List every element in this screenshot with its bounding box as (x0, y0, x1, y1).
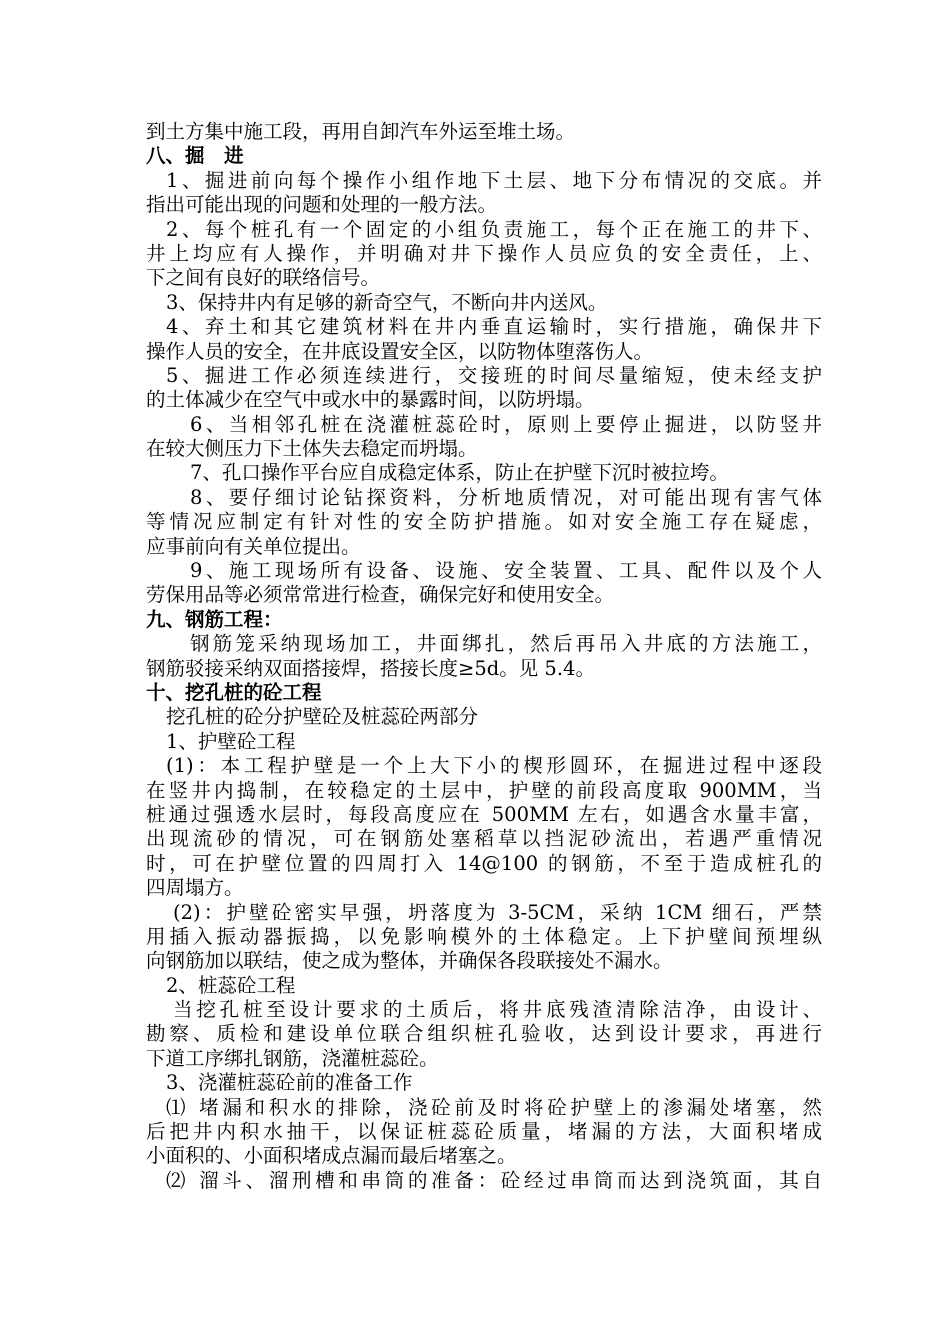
text-line: 当挖孔桩至设计要求的土质后，将井底残渣清除洁净，由设计、 (173, 998, 822, 1022)
text-line: 7、孔口操作平台应自成稳定体系，防止在护壁下沉时被拉垮。 (190, 461, 729, 485)
text-line: 钢筋笼采纳现场加工，井面绑扎，然后再吊入井底的方法施工， (190, 632, 822, 656)
section-heading-9: 九、钢筋工程： (146, 607, 283, 631)
subsection-heading: 3、浇灌桩蕊砼前的准备工作 (166, 1071, 413, 1095)
text-line: 操作人员的安全，在井底设置安全区，以防物体堕落伤人。 (146, 339, 654, 363)
text-line: ⑵ 溜斗、溜刑槽和串筒的准备：砼经过串筒而达到浇筑面，其自 (166, 1168, 822, 1192)
text-line: (1)：本工程护壁是一个上大下小的楔形圆环，在掘进过程中逐段 (166, 754, 822, 778)
subsection-heading: 1、护壁砼工程 (166, 729, 296, 753)
text-line: (2)：护壁砼密实早强，坍落度为 3-5CM，采纳 1CM 细石，严禁 (173, 900, 822, 924)
text-line: 桩通过强透水层时，每段高度应在 500MM 左右，如遇含水量丰富， (146, 802, 822, 826)
text-line: 等情况应制定有针对性的安全防护措施。如对安全施工存在疑虑， (146, 510, 822, 534)
section-heading-10: 十、挖孔桩的砼工程 (146, 680, 322, 704)
text-line: 6、当相邻孔桩在浇灌桩蕊砼时，原则上要停止掘进，以防竖井 (190, 412, 822, 436)
text-line: 2、每个桩孔有一个固定的小组负责施工，每个正在施工的井下、 (166, 217, 822, 241)
text-line: 的土体减少在空气中或水中的暴露时间，以防坍塌。 (146, 388, 595, 412)
text-line: 4、弃土和其它建筑材料在井内垂直运输时，实行措施，确保井下 (166, 315, 822, 339)
section-heading-8: 八、掘 进 (146, 144, 244, 168)
document-body (146, 120, 822, 1193)
text-line: 后把井内积水抽干，以保证桩蕊砼质量，堵漏的方法，大面积堵成 (146, 1120, 822, 1144)
text-line: 钢筋驳接采纳双面搭接焊，搭接长度≥5d。见 5.4。 (146, 656, 595, 680)
text-line: 四周塌方。 (146, 876, 244, 900)
text-line: 用插入振动器振捣，以免影响模外的土体稳定。上下护壁间预埋纵 (146, 924, 822, 948)
text-line: 5、掘进工作必须连续进行，交接班的时间尽量缩短，使未经支护 (166, 363, 822, 387)
text-line: 劳保用品等必须常常进行检查，确保完好和使用安全。 (146, 583, 615, 607)
text-line: 井上均应有人操作，并明确对井下操作人员应负的安全责任，上、 (146, 241, 822, 265)
text-line: 在较大侧压力下土体失去稳定而坍塌。 (146, 437, 478, 461)
text-line: 8、要仔细讨论钻探资料，分析地质情况，对可能出现有害气体 (190, 485, 822, 509)
text-line: 指出可能出现的问题和处理的一般方法。 (146, 193, 498, 217)
text-line: 时，可在护壁位置的四周打入 14@100 的钢筋，不至于造成桩孔的 (146, 851, 822, 875)
text-line: 3、保持井内有足够的新奇空气，不断向井内送风。 (166, 290, 608, 314)
text-line: 出现流砂的情况，可在钢筋处塞稻草以挡泥砂流出，若遇严重情况 (146, 827, 822, 851)
text-line: 勘察、质检和建设单位联合组织桩孔验收，达到设计要求，再进行 (146, 1022, 822, 1046)
text-line: ⑴ 堵漏和积水的排除，浇砼前及时将砼护壁上的渗漏处堵塞，然 (166, 1095, 822, 1119)
text-line: 向钢筋加以联结，使之成为整体，并确保各段联接处不漏水。 (146, 949, 673, 973)
text-line: 下道工序绑扎钢筋，浇灌桩蕊砼。 (146, 1046, 439, 1070)
text-line: 到土方集中施工段，再用自卸汽车外运至堆土场。 (146, 120, 576, 143)
text-line: 小面积的、小面积堵成点漏而最后堵塞之。 (146, 1144, 517, 1168)
text-line: 挖孔桩的砼分护壁砼及桩蕊砼两部分 (166, 705, 479, 729)
text-line: 在竖井内捣制，在较稳定的土层中，护壁的前段高度取 900MM，当 (146, 778, 822, 802)
text-line: 应事前向有关单位提出。 (146, 534, 361, 558)
text-line: 9、施工现场所有设备、设施、安全装置、工具、配件以及个人 (190, 559, 822, 583)
text-line: 下之间有良好的联络信号。 (146, 266, 381, 290)
subsection-heading: 2、桩蕊砼工程 (166, 973, 296, 997)
text-line: 1、掘进前向每个操作小组作地下土层、地下分布情况的交底。并 (166, 168, 822, 192)
